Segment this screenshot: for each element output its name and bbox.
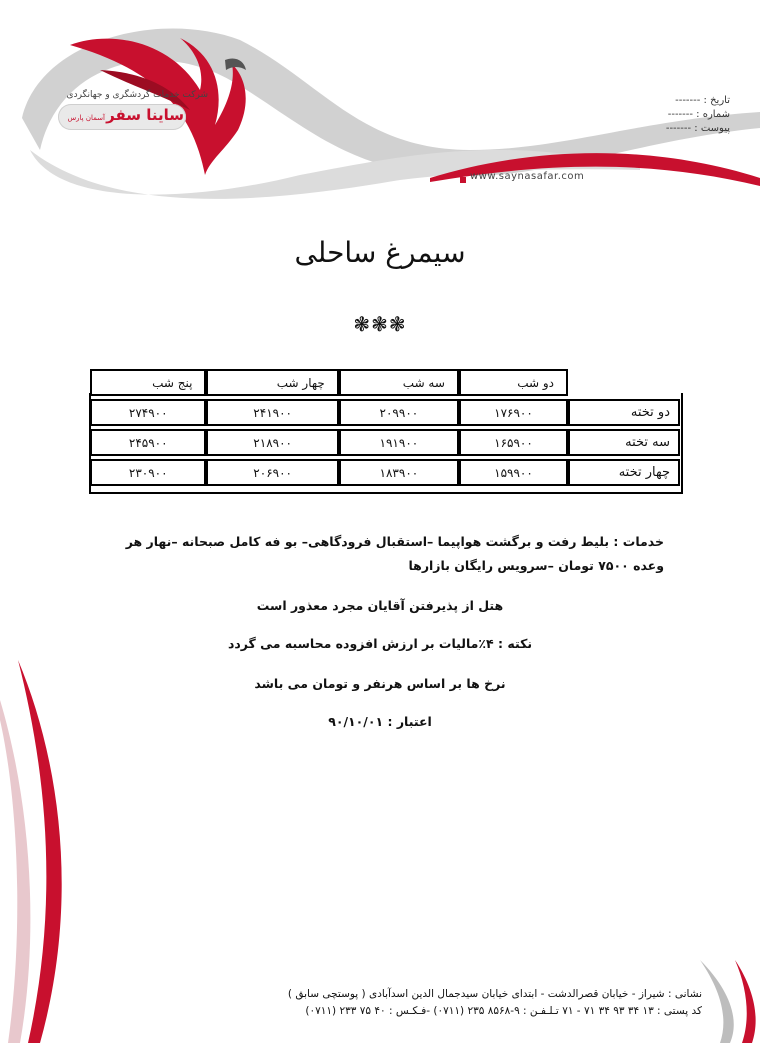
row-header: سه تخته: [568, 429, 680, 456]
column-header: سه شب: [339, 369, 459, 396]
website-link[interactable]: www.saynasafar.com: [470, 171, 585, 182]
row-header: دو تخته: [568, 399, 680, 426]
column-header: دو شب: [459, 369, 568, 396]
table-cell: ۲۱۸۹۰۰: [206, 429, 338, 456]
table-cell: ۱۶۵۹۰۰: [459, 429, 568, 456]
page-title: سیمرغ ساحلی: [294, 236, 466, 269]
footer-address: نشانی : شیراز - خیابان قصرالدشت - ابتدای خیابان سیدجمال الدین اسدآبادی ( پوستچی سابق ): [287, 988, 702, 1000]
brand-subtitle: آسمان پارس: [67, 114, 105, 122]
table-cell: ۲۰۶۹۰۰: [206, 459, 338, 486]
ornament-icon: ❃❃❃: [353, 312, 407, 336]
table-cell: ۲۴۱۹۰۰: [206, 399, 338, 426]
footer-swoosh-gray: [700, 960, 734, 1043]
table-cell: ۲۳۰۹۰۰: [90, 459, 206, 486]
row-header: چهار تخته: [568, 459, 680, 486]
table-header-row: [90, 369, 680, 396]
rates-note: نرخ ها بر اساس هرنفر و تومان می باشد: [254, 676, 506, 691]
footer-contact: کد پستی : ۱۳ ۳۴ ۹۳ ۳۴ ۷۱ - ۷۱ تـلـفـن : ۹-۸۵۶۸ ۲۳۵ (۰۷۱۱) -فـکـس : ۴۰ ۷۵ ۲۳۳ (۰۷۱۱): [305, 1005, 702, 1017]
table-cell: ۱۵۹۹۰۰: [459, 459, 568, 486]
table-cell: ۲۴۵۹۰۰: [90, 429, 206, 456]
table-cell: ۱۹۱۹۰۰: [339, 429, 459, 456]
company-description: شرکت خدمات گردشگری و جهانگردی: [66, 90, 208, 100]
meta-block: [600, 94, 730, 136]
website-bullet-icon: [460, 177, 466, 183]
column-header: چهار شب: [206, 369, 338, 396]
column-header: پنج شب: [90, 369, 206, 396]
services-note: خدمات : بلیط رفت و برگشت هواپیما –استقبال فرودگاهی– بو فه کامل صبحانه –نهار هر وعده ۷۵۰۰ تومان –سرویس رایگان بازارها: [125, 534, 664, 573]
table-outer-frame: [89, 393, 683, 494]
table-cell: ۲۷۴۹۰۰: [90, 399, 206, 426]
table-cell: ۱۸۳۹۰۰: [339, 459, 459, 486]
single-men-note: هتل از پذیرفتن آقایان مجرد معذور است: [256, 598, 504, 613]
table-corner: [568, 369, 680, 396]
table-cell: ۲۰۹۹۰۰: [339, 399, 459, 426]
brand-name: ساینا سفر: [106, 106, 184, 124]
footer-swoosh-red: [735, 960, 756, 1043]
meta-attachment: پیوست : -------: [665, 123, 730, 134]
footer-block: [62, 986, 702, 1020]
table-cell: ۱۷۶۹۰۰: [459, 399, 568, 426]
validity-note: اعتبار : ۹۰/۱۰/۰۱: [328, 714, 432, 729]
side-swoosh-red-2: [0, 700, 30, 1043]
tax-note: نکته : ۴٪مالیات بر ارزش افزوده محاسبه می گردد: [227, 636, 533, 651]
meta-date: تاریخ : -------: [675, 95, 730, 106]
meta-number: شماره : -------: [667, 109, 730, 120]
